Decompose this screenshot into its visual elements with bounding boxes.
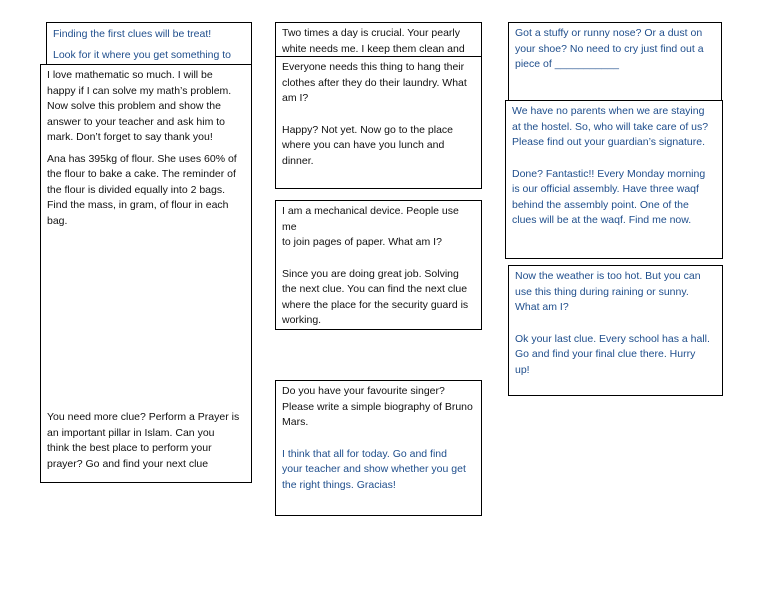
clue-card-text: Two times a day is crucial. Your pearly white needs me. I keep them clean and [282,27,465,55]
clue-card-text: I think that all for today. Go and find your teacher and show whether you get the right things. Gracias! [282,447,466,491]
clue-card-text: We have no parents when we are staying at the hostel. So, who will take care of us? Please find out your guardian’s signature. [512,105,709,148]
clue-card-text: I am a mechanical device. People use me to join pages of paper. What am I? [282,205,459,248]
clue-card-text: Finding the first clues will be treat! [53,28,212,40]
clue-card-math-problem [40,64,252,483]
math-problem-text: Ana has 395kg of flour. She uses 60% of the flour to bake a cake. The reminder of the flour is divided equally into 2 bags. Find the mass, in gram, of flour in each bag. [47,152,237,227]
clue-card-text: Got a stuffy or runny nose? Or a dust on your shoe? No need to cry just find out a piece of ___________ [515,27,704,70]
clue-card-text: Now the weather is too hot. But you can use this thing during raining or sunny. What am I? [515,270,701,313]
clue-card-text: Everyone needs this thing to hang their clothes after they do their laundry. What am I? [282,61,467,104]
clue-card-text: Since you are doing great job. Solving the next clue. You can find the next clue where the place for the security guard is working. [282,267,469,326]
clue-card-clothes-hanger [275,56,482,189]
clue-card-text: You need more clue? Perform a Prayer is an important pillar in Islam. Can you think the best place to perform your prayer? Go and find your next clue [47,411,240,470]
clue-card-guardian-signature [505,100,723,259]
clue-card-umbrella [508,265,723,396]
clue-card-text: Happy? Not yet. Now go to the place where you can have you lunch and dinner. [282,123,454,167]
clue-card-stapler [275,200,482,330]
clue-card-tissue [508,22,722,102]
clue-card-text: Look for it where you get something to [53,48,232,61]
clue-card-bruno-mars [275,380,482,516]
clue-card-text: I love mathematic so much. I will be happy if I can solve my math’s problem. Now solve this problem and show the answer to your teacher and ask him to mark. Don’t forget to say thank you! [47,69,232,143]
clue-card-text: Done? Fantastic!! Every Monday morning is our official assembly. Have three waqf behind the assembly point. One of the clues will be at the waqf. Find me now. [512,167,706,226]
clue-card-text: Do you have your favourite singer? Please write a simple biography of Bruno Mars. [282,385,473,428]
clue-card-text: Ok your last clue. Every school has a hall. Go and find your final clue there. Hurry up! [515,332,710,376]
clue-card-toothbrush [275,22,482,60]
